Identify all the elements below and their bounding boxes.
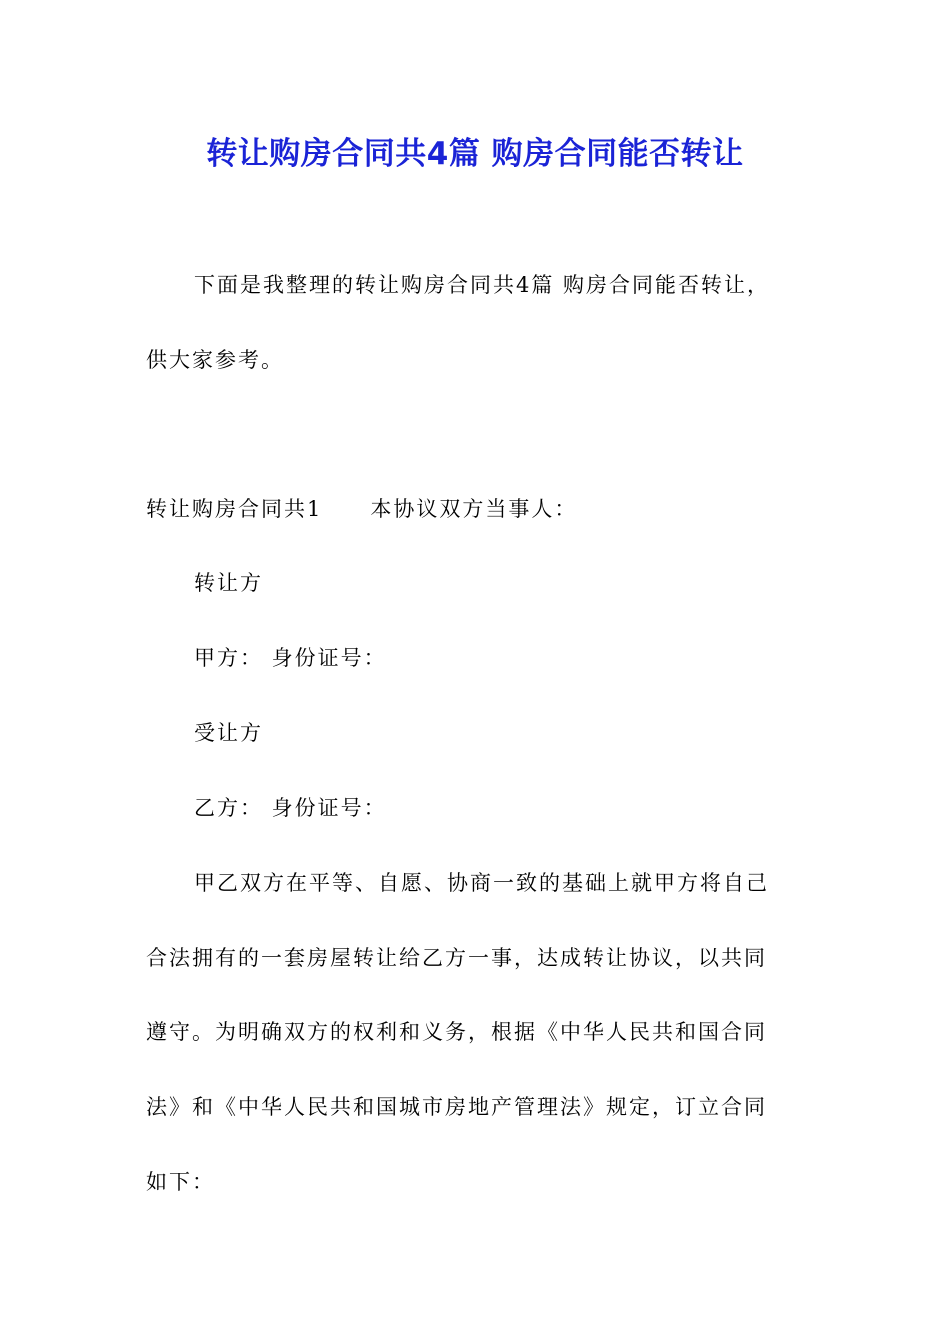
transferor-label: 转让方 [194,571,263,595]
section-heading-tail: 本协议双方当事人： [370,497,578,521]
body-line-3: 遵守。为明确双方的权利和义务，根据《中华人民共和国合同 [146,1020,767,1044]
body-line-4: 法》和《中华人民共和国城市房地产管理法》规定，订立合同 [146,1095,767,1119]
transferee-label: 受让方 [194,721,263,745]
party-b-line: 乙方： 身份证号： [194,796,387,820]
body-line-1: 甲乙双方在平等、自愿、协商一致的基础上就甲方将自己 [194,871,769,895]
intro-line-2: 供大家参考。 [146,348,284,372]
section-heading [146,494,577,524]
section-heading-title: 转让购房合同共1 [146,497,323,521]
document-title: 转让购房合同共4篇 购房合同能否转让 [206,136,744,172]
body-line-2: 合法拥有的一套房屋转让给乙方一事，达成转让协议，以共同 [146,946,767,970]
party-a-line: 甲方： 身份证号： [194,646,387,670]
body-line-5: 如下： [146,1170,215,1194]
intro-line-1: 下面是我整理的转让购房合同共4篇 购房合同能否转让， [194,273,771,297]
